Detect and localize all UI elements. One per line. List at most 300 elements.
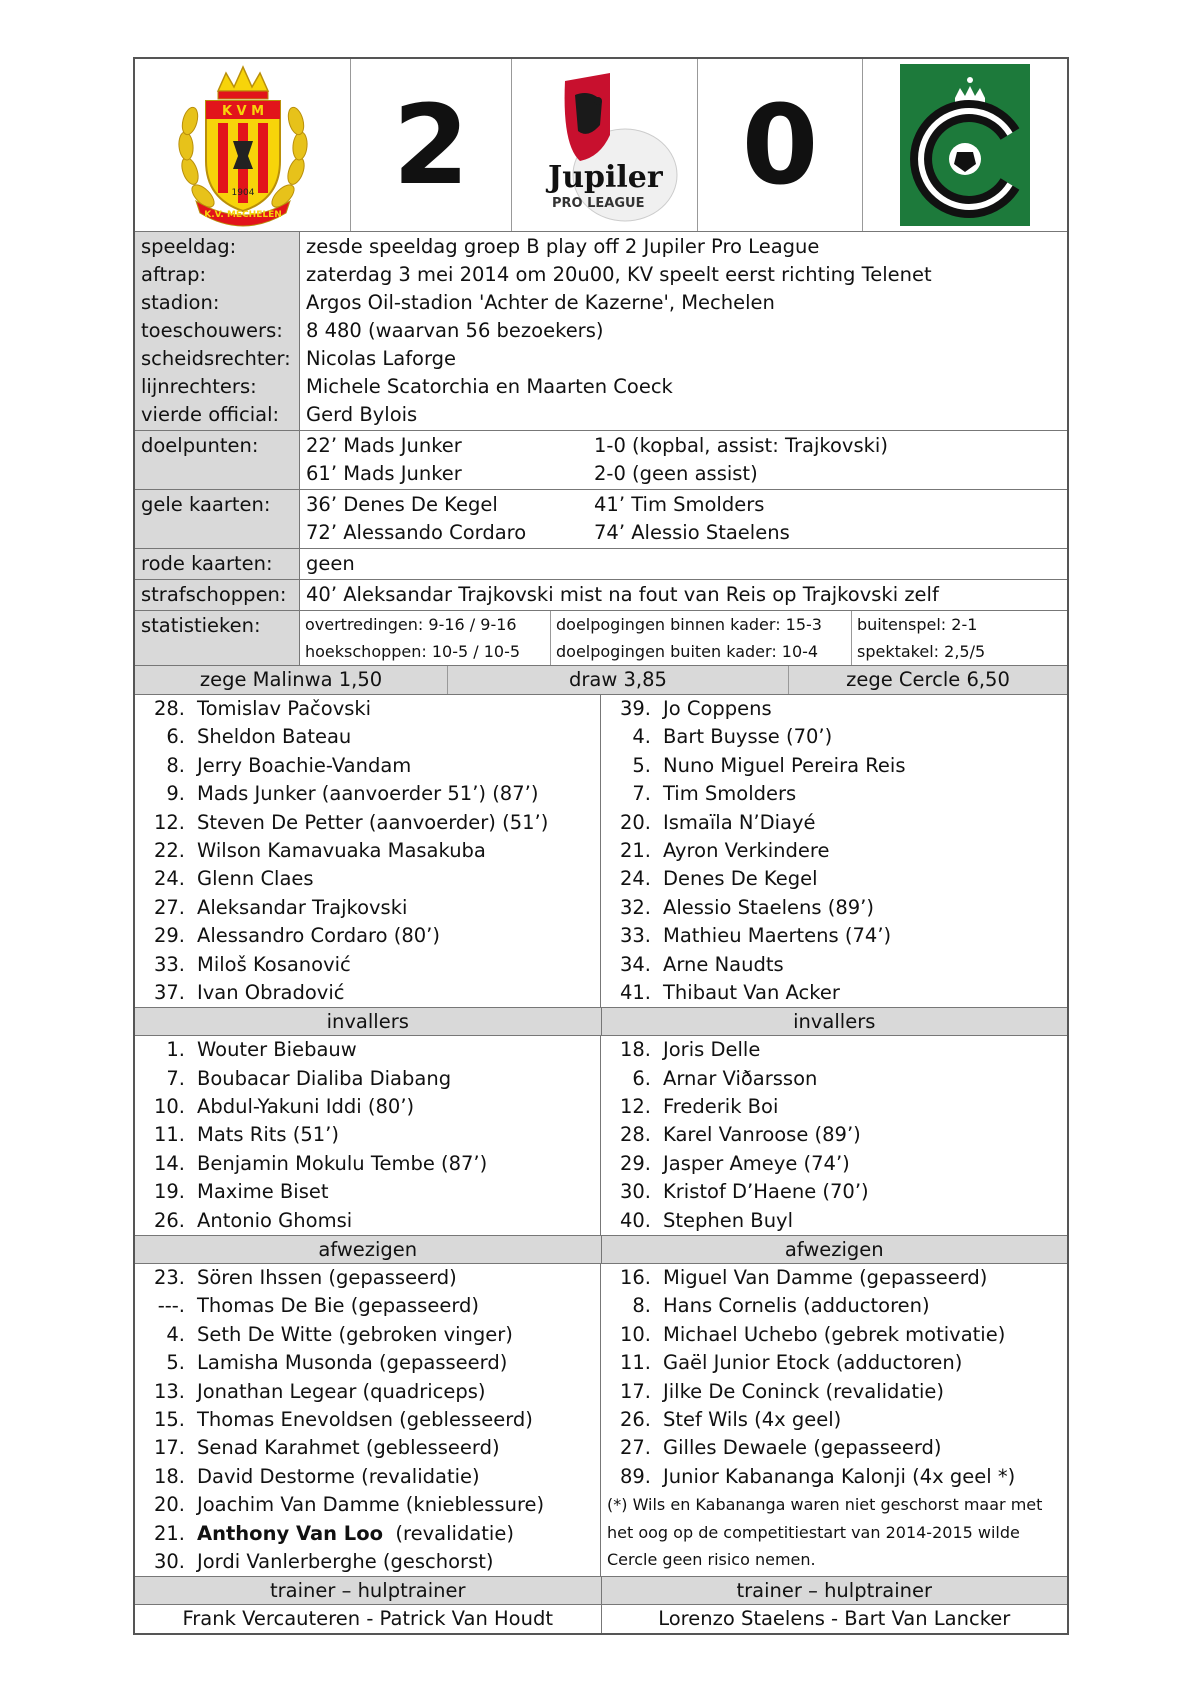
stats-row <box>135 611 1067 666</box>
red-value-text: geen <box>306 552 355 575</box>
player-name <box>197 1207 352 1235</box>
goal-item <box>306 432 1061 460</box>
player-row <box>135 1463 600 1491</box>
player-name <box>197 1349 507 1377</box>
player-row <box>601 894 1067 922</box>
player-number: 8. <box>632 1294 651 1318</box>
player-name <box>663 894 874 922</box>
player-number: 11. <box>153 1123 185 1147</box>
stat-offside: buitenspel: 2-1 <box>857 615 978 634</box>
player-number: ---. <box>157 1294 185 1318</box>
player-row <box>601 752 1067 780</box>
player-number: 18. <box>153 1464 185 1488</box>
player-number: 20. <box>153 1493 185 1517</box>
player-name-text: Jonathan Legear (quadriceps) <box>197 1379 486 1403</box>
player-number: 33. <box>153 952 185 976</box>
player-name-text: Nuno Miguel Pereira Reis <box>663 753 906 777</box>
player-number: 18. <box>619 1038 651 1062</box>
kv-mechelen-crest-icon <box>168 61 318 229</box>
player-row <box>135 1349 600 1377</box>
player-row <box>601 1378 1067 1406</box>
player-number: 21. <box>619 838 651 862</box>
player-name <box>197 1292 479 1320</box>
penalties-label-text: strafschoppen: <box>141 583 287 606</box>
player-row <box>601 1178 1067 1206</box>
goal-scorer: 22’ Mads Junker <box>306 434 462 457</box>
penalties-value-text: 40’ Aleksandar Trajkovski mist na fout van Reis op Trajkovski zelf <box>306 583 939 606</box>
player-name-text: Mathieu Maertens (74’) <box>663 924 892 948</box>
player-row <box>135 1065 600 1093</box>
info-values <box>300 232 1067 430</box>
player-row <box>135 1434 600 1462</box>
player-row <box>135 951 600 979</box>
label-toeschouwers: toeschouwers: <box>141 319 283 342</box>
player-name-text: Anthony Van Loo <box>197 1521 384 1545</box>
player-number: 21. <box>153 1521 185 1545</box>
player-name-text: Jerry Boachie-Vandam <box>197 753 412 777</box>
goals-row <box>135 431 1067 490</box>
player-row <box>135 1150 600 1178</box>
player-name-text: Junior Kabananga Kalonji (4x geel *) <box>663 1464 1016 1488</box>
player-number: 20. <box>619 810 651 834</box>
player-row <box>135 723 600 751</box>
player-name <box>663 1093 778 1121</box>
yellow-home: 72’ Alessando Cordaro <box>306 521 527 544</box>
player-row <box>135 809 600 837</box>
red-cards-row <box>135 549 1067 580</box>
player-name-text: Miloš Kosanović <box>197 952 351 976</box>
away-score-cell <box>698 59 863 231</box>
player-row <box>601 951 1067 979</box>
player-row <box>601 1036 1067 1064</box>
player-name-text: Maxime Biset <box>197 1180 329 1204</box>
player-number: 14. <box>153 1151 185 1175</box>
player-number: 7. <box>166 1066 185 1090</box>
player-number: 1. <box>166 1038 185 1062</box>
player-name <box>197 780 538 808</box>
trainer-header <box>135 1577 1067 1605</box>
player-number: 9. <box>166 782 185 806</box>
penalties-row <box>135 580 1067 611</box>
player-name <box>197 1178 329 1206</box>
yellow-item <box>306 519 1061 547</box>
player-name <box>663 1292 930 1320</box>
player-number: 40. <box>619 1208 651 1232</box>
player-number: 26. <box>619 1407 651 1431</box>
player-name-text: Abdul-Yakuni Iddi (80’) <box>197 1095 415 1119</box>
player-name-text: Gaël Junior Etock (adductoren) <box>663 1351 963 1375</box>
player-name <box>663 723 832 751</box>
subs-header <box>135 1008 1067 1036</box>
player-row <box>135 1548 600 1576</box>
player-name <box>663 1121 861 1149</box>
player-row <box>601 780 1067 808</box>
player-name-text: Denes De Kegel <box>663 867 818 891</box>
player-name <box>663 865 818 893</box>
player-name-text: Tim Smolders <box>663 782 797 806</box>
player-row <box>601 1207 1067 1235</box>
player-name-text: Steven De Petter (aanvoerder) (51’) <box>197 810 549 834</box>
score-header <box>135 59 1067 232</box>
player-name-text: Joachim Van Damme (knieblessure) <box>197 1493 545 1517</box>
yellow-away: 41’ Tim Smolders <box>594 493 765 516</box>
odds-home: zege Malinwa 1,50 <box>135 666 448 694</box>
player-number: 27. <box>153 895 185 919</box>
player-name-text: David Destorme (revalidatie) <box>197 1464 480 1488</box>
svg-text:Jupiler: Jupiler <box>547 160 663 195</box>
goal-item <box>306 460 1061 488</box>
player-row <box>135 1036 600 1064</box>
player-name <box>197 1093 414 1121</box>
player-number: 26. <box>153 1208 185 1232</box>
stats-fouls-corners <box>300 611 551 665</box>
absent-away-col <box>601 1264 1067 1576</box>
player-number: 30. <box>619 1180 651 1204</box>
player-number: 19. <box>153 1180 185 1204</box>
player-name-text: Ismaïla N’Diayé <box>663 810 816 834</box>
player-name-text: Alessio Staelens (89’) <box>663 895 874 919</box>
odds-row <box>135 666 1067 695</box>
player-number: 16. <box>619 1266 651 1290</box>
player-number: 28. <box>619 1123 651 1147</box>
stat-shots-on-target: doelpogingen binnen kader: 15-3 <box>556 615 822 634</box>
yellow-label-text: gele kaarten: <box>141 493 271 516</box>
player-number: 12. <box>153 810 185 834</box>
player-row <box>601 1093 1067 1121</box>
penalties-label <box>135 580 300 610</box>
red-label <box>135 549 300 579</box>
player-name <box>663 752 906 780</box>
player-name-text: Sören Ihssen (gepasseerd) <box>197 1266 457 1290</box>
player-name-text: Miguel Van Damme (gepasseerd) <box>663 1266 988 1290</box>
player-name-text: Arnar Viðarsson <box>663 1066 818 1090</box>
red-label-text: rode kaarten: <box>141 552 273 575</box>
player-number: 39. <box>619 697 651 720</box>
absent-title-away: afwezigen <box>784 1238 884 1262</box>
label-stadion: stadion: <box>141 291 220 314</box>
player-name-text: Boubacar Dialiba Diabang <box>197 1066 452 1090</box>
player-number: 5. <box>166 1351 185 1375</box>
player-name <box>197 865 314 893</box>
stats-values <box>300 611 1067 665</box>
player-name-text: Benjamin Mokulu Tembe (87’) <box>197 1151 488 1175</box>
yellow-item <box>306 491 1061 519</box>
svg-text:K V M: K V M <box>221 104 264 119</box>
jupiler-logo-icon <box>530 65 680 225</box>
player-name-text: Wouter Biebauw <box>197 1038 357 1062</box>
player-row <box>135 1321 600 1349</box>
absent-away <box>601 1264 1067 1491</box>
player-name-text: Michael Uchebo (gebrek motivatie) <box>663 1322 1006 1346</box>
player-number: 41. <box>619 980 651 1004</box>
player-name-text: Jo Coppens <box>663 697 772 720</box>
player-row <box>601 1406 1067 1434</box>
kv-mechelen-logo <box>135 59 351 231</box>
player-number: 22. <box>153 838 185 862</box>
player-name <box>197 1036 357 1064</box>
player-row <box>601 979 1067 1007</box>
absentees <box>135 1264 1067 1577</box>
player-name-text: Jilke De Coninck (revalidatie) <box>663 1379 944 1403</box>
player-number: 5. <box>632 753 651 777</box>
player-row <box>135 894 600 922</box>
player-number: 4. <box>632 725 651 749</box>
player-name <box>197 695 371 723</box>
player-name <box>663 979 840 1007</box>
player-name <box>197 1406 533 1434</box>
player-name <box>663 1349 962 1377</box>
player-row <box>135 1491 600 1519</box>
player-name <box>663 1065 817 1093</box>
player-number: 10. <box>153 1095 185 1119</box>
label-scheidsrechter: scheidsrechter: <box>141 347 291 370</box>
player-row <box>601 723 1067 751</box>
substitutes <box>135 1036 1067 1236</box>
away-score: 0 <box>741 81 819 209</box>
player-number: 32. <box>619 895 651 919</box>
yellow-home: 36’ Denes De Kegel <box>306 493 498 516</box>
player-row <box>135 780 600 808</box>
label-lijnrechters: lijnrechters: <box>141 375 257 398</box>
match-report <box>133 57 1069 1635</box>
player-name <box>197 1520 514 1548</box>
player-number: 10. <box>619 1322 651 1346</box>
stats-label <box>135 611 300 665</box>
stats-offside-spectacle <box>852 611 1067 665</box>
absent-title-home: afwezigen <box>135 1236 602 1263</box>
player-name-text: Ivan Obradović <box>197 980 345 1004</box>
player-name-text: Joris Delle <box>663 1038 761 1062</box>
player-name <box>197 894 407 922</box>
player-name <box>197 752 411 780</box>
player-row <box>135 752 600 780</box>
player-name <box>663 1178 869 1206</box>
player-number: 37. <box>153 980 185 1004</box>
cercle-brugge-logo <box>863 59 1067 231</box>
goals-values <box>300 431 1067 489</box>
player-row <box>601 695 1067 723</box>
player-number: 24. <box>153 867 185 891</box>
player-number: 8. <box>166 753 185 777</box>
player-number: 4. <box>166 1322 185 1346</box>
player-row <box>601 1065 1067 1093</box>
subs-home <box>135 1036 601 1235</box>
jupiler-pro-league-logo <box>512 59 698 231</box>
goals-label-text: doelpunten: <box>141 434 259 457</box>
yellow-values <box>300 490 1067 548</box>
player-name-text: Lamisha Musonda (gepasseerd) <box>197 1351 508 1375</box>
player-name <box>663 1321 1005 1349</box>
player-name-text: Stef Wils (4x geel) <box>663 1407 842 1431</box>
player-name-text: Jordi Vanlerberghe (geschorst) <box>197 1549 494 1573</box>
value-stadion: Argos Oil-stadion 'Achter de Kazerne', Mechelen <box>306 291 775 314</box>
stat-fouls: overtredingen: 9-16 / 9-16 <box>305 615 517 634</box>
player-name <box>663 1406 841 1434</box>
info-labels <box>135 232 300 430</box>
stat-shots-off-target: doelpogingen buiten kader: 10-4 <box>556 642 819 661</box>
player-name-text: Gilles Dewaele (gepasseerd) <box>663 1436 942 1460</box>
player-name <box>197 922 440 950</box>
player-name-text: Seth De Witte (gebroken vinger) <box>197 1322 513 1346</box>
svg-text:K.V. MECHELEN: K.V. MECHELEN <box>203 210 282 220</box>
player-name <box>663 1463 1015 1491</box>
value-lijnrechters: Michele Scatorchia en Maarten Coeck <box>306 375 673 398</box>
player-name-text: Mats Rits (51’) <box>197 1123 339 1147</box>
player-name-text: Mads Junker (aanvoerder 51’) (87’) <box>197 782 539 806</box>
player-number: 30. <box>153 1549 185 1573</box>
player-name <box>197 979 344 1007</box>
player-row <box>601 1321 1067 1349</box>
player-name <box>663 1036 760 1064</box>
player-name-text: Thomas Enevoldsen (geblesseerd) <box>197 1407 533 1431</box>
player-row <box>135 1093 600 1121</box>
yellow-label <box>135 490 300 548</box>
yellow-cards-row <box>135 490 1067 549</box>
player-number: 15. <box>153 1407 185 1431</box>
player-row <box>135 1178 600 1206</box>
player-name-text: Bart Buysse (70’) <box>663 725 833 749</box>
odds-draw: draw 3,85 <box>448 666 789 694</box>
absent-home <box>135 1264 601 1576</box>
player-name-text: Senad Karahmet (geblesseerd) <box>197 1436 500 1460</box>
player-name <box>663 1378 944 1406</box>
stat-corners: hoekschoppen: 10-5 / 10-5 <box>305 642 521 661</box>
label-aftrap: aftrap: <box>141 263 207 286</box>
player-row <box>601 1292 1067 1320</box>
subs-away <box>601 1036 1067 1235</box>
value-vierde-official: Gerd Bylois <box>306 403 418 426</box>
player-number: 33. <box>619 924 651 948</box>
player-name-text: Frederik Boi <box>663 1095 779 1119</box>
player-name-text: Sheldon Bateau <box>197 725 352 749</box>
player-name <box>197 809 548 837</box>
player-number: 24. <box>619 867 651 891</box>
player-name <box>197 837 486 865</box>
player-number: 12. <box>619 1095 651 1119</box>
player-number: 6. <box>166 725 185 749</box>
player-name <box>663 695 772 723</box>
home-score-cell <box>351 59 512 231</box>
goal-detail: 2-0 (geen assist) <box>594 462 758 485</box>
svg-text:1904: 1904 <box>231 188 254 198</box>
player-name <box>663 1434 942 1462</box>
player-row <box>135 695 600 723</box>
stats-shots <box>551 611 852 665</box>
player-name-text: Karel Vanroose (89’) <box>663 1123 861 1147</box>
player-name-text: Jasper Ameye (74’) <box>663 1151 850 1175</box>
player-row <box>135 1121 600 1149</box>
odds-away: zege Cercle 6,50 <box>846 668 1010 691</box>
player-row <box>135 1520 600 1548</box>
player-row <box>601 809 1067 837</box>
svg-text:PRO LEAGUE: PRO LEAGUE <box>551 196 644 211</box>
player-name-text: Alessandro Cordaro (80’) <box>197 924 440 948</box>
subs-title-away: invallers <box>793 1010 876 1034</box>
player-name <box>663 951 784 979</box>
player-name <box>197 1121 339 1149</box>
player-name-text: Tomislav Pačovski <box>197 697 372 720</box>
player-number: 23. <box>153 1266 185 1290</box>
player-name-text: Ayron Verkindere <box>663 838 830 862</box>
player-row <box>601 1463 1067 1491</box>
player-row <box>135 922 600 950</box>
player-number: 17. <box>619 1379 651 1403</box>
home-score: 2 <box>392 81 470 209</box>
player-number: 11. <box>619 1351 651 1375</box>
player-row <box>601 865 1067 893</box>
value-toeschouwers: 8 480 (waarvan 56 bezoekers) <box>306 319 604 342</box>
player-number: 17. <box>153 1436 185 1460</box>
player-row <box>601 1150 1067 1178</box>
player-number: 27. <box>619 1436 651 1460</box>
player-name <box>197 723 351 751</box>
player-note: (revalidatie) <box>383 1521 514 1545</box>
player-name <box>663 780 796 808</box>
trainer-title-away: trainer – hulptrainer <box>736 1579 932 1603</box>
player-name <box>197 951 351 979</box>
player-number: 29. <box>619 1151 651 1175</box>
player-name <box>663 1150 850 1178</box>
player-name <box>663 1264 987 1292</box>
player-number: 29. <box>153 924 185 948</box>
value-aftrap: zaterdag 3 mei 2014 om 20u00, KV speelt eerst richting Telenet <box>306 263 932 286</box>
player-name-text: Thomas De Bie (gepasseerd) <box>197 1294 479 1318</box>
player-name-text: Kristof D’Haene (70’) <box>663 1180 869 1204</box>
player-name <box>197 1321 513 1349</box>
player-row <box>135 865 600 893</box>
player-row <box>135 1406 600 1434</box>
goal-detail: 1-0 (kopbal, assist: Trajkovski) <box>594 434 888 457</box>
player-name-text: Glenn Claes <box>197 867 314 891</box>
player-row <box>601 1264 1067 1292</box>
player-row <box>135 1292 600 1320</box>
red-value <box>300 549 1067 579</box>
player-row <box>135 1264 600 1292</box>
player-row <box>135 979 600 1007</box>
player-row <box>601 1434 1067 1462</box>
player-number: 89. <box>619 1464 651 1488</box>
absent-header <box>135 1236 1067 1264</box>
player-name <box>663 809 816 837</box>
yellow-away: 74’ Alessio Staelens <box>594 521 790 544</box>
goals-label <box>135 431 300 489</box>
player-number: 13. <box>153 1379 185 1403</box>
trainer-title-home: trainer – hulptrainer <box>135 1577 602 1604</box>
lineups <box>135 695 1067 1008</box>
trainers-row <box>135 1605 1067 1633</box>
subs-title-home: invallers <box>135 1008 602 1035</box>
player-number: 34. <box>619 952 651 976</box>
player-number: 28. <box>153 697 185 720</box>
player-name <box>663 922 891 950</box>
player-name <box>197 1378 486 1406</box>
info-block <box>135 232 1067 431</box>
player-row <box>601 1121 1067 1149</box>
lineup-away <box>601 695 1067 1007</box>
player-name <box>197 1065 451 1093</box>
cercle-crest-icon <box>900 64 1030 226</box>
player-row <box>135 1378 600 1406</box>
player-name <box>197 1548 493 1576</box>
player-name-text: Hans Cornelis (adductoren) <box>663 1294 930 1318</box>
player-row <box>601 1349 1067 1377</box>
player-name <box>197 1264 457 1292</box>
player-name <box>197 1463 480 1491</box>
label-speeldag: speeldag: <box>141 235 237 258</box>
penalties-value <box>300 580 1067 610</box>
player-name-text: Wilson Kamavuaka Masakuba <box>197 838 486 862</box>
player-row <box>135 1207 600 1235</box>
